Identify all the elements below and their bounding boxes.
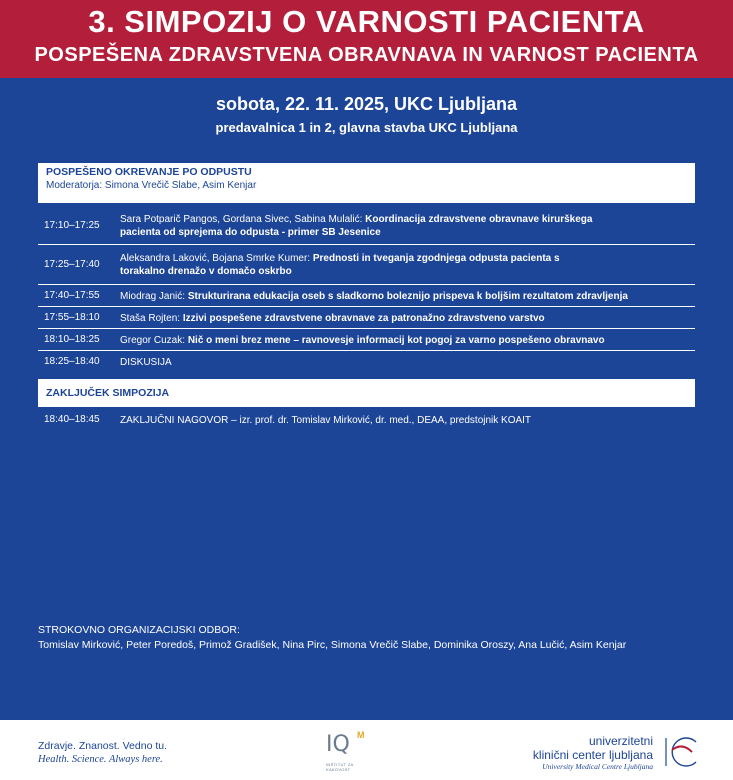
row-topic: Prednosti in tveganja zgodnjega odpusta pacienta s torakalno drenažo v domačo oskrbo [120,253,560,277]
program-panel [0,78,733,720]
section-header-recovery [38,163,695,203]
row-time: 17:40–17:55 [44,290,100,301]
program-row [38,411,695,432]
section-header-closing [38,379,695,407]
section-title: POSPEŠENO OKREVANJE PO ODPUSTU [46,166,252,178]
section-moderators: Moderatorja: Simona Vrečič Slabe, Asim Kenjar [46,180,257,191]
row-speakers: Staša Rojten: [120,313,183,324]
section-title: ZAKLJUČEK SIMPOZIJA [46,387,170,399]
organizing-committee [38,623,626,653]
row-topic: Izzivi pospešene zdravstvene obravnave za patronažno zdravstveno varstvo [182,313,545,324]
program-row [38,308,695,329]
row-speakers: Miodrag Janić: [120,291,188,302]
row-time: 17:10–17:25 [44,220,100,231]
row-speakers: Sara Potparič Pangos, Gordana Sivec, Sabina Mulalić: [120,214,366,225]
event-date: sobota, 22. 11. 2025, UKC Ljubljana [215,94,518,114]
iq-logo-sup: M [357,730,365,740]
committee-title: STROKOVNO ORGANIZACIJSKI ODBOR: [38,624,240,636]
program-row [38,286,695,307]
row-text [120,312,680,325]
row-text [120,334,680,347]
ukc-line-3: University Medical Centre Ljubljana [542,762,653,771]
iq-logo-subtext: INŠTITUT ZA KAKOVOST [326,762,354,772]
symposium-subtitle: POSPEŠENA ZDRAVSTVENA OBRAVNAVA IN VARNOST PACIENTA [34,44,699,66]
ukc-line-2: klinični center ljubljana [532,748,653,762]
committee-members: Tomislav Mirković, Peter Poredoš, Primož Gradišek, Nina Pirc, Simona Vrečič Slabe, Dominika Oroszy, Ana Lučić, Asim Kenjar [38,639,627,651]
iq-logo-text: IQ [326,732,350,757]
row-topic: Nič o meni brez mene – ravnovesje informacij kot pogoj za varno pospešeno obravnavo [187,335,605,346]
row-topic: Koordinacija zdravstvene obravnave kirurškega pacienta od sprejema do odpusta - primer SB Jesenice [120,214,593,238]
row-time: 18:40–18:45 [44,414,100,425]
row-speakers: Gregor Cuzak: [120,335,188,346]
row-text [120,290,680,303]
row-text [120,414,680,427]
row-text [120,356,600,369]
row-speakers: DISKUSIJA [120,357,172,368]
row-speakers: Aleksandra Laković, Bojana Smrke Kumer: [120,253,313,264]
slogan-english: Health. Science. Always here. [38,754,163,765]
program-row [38,208,695,245]
footer [0,720,733,780]
row-time: 18:10–18:25 [44,334,100,345]
ukc-emblem-icon [662,734,702,770]
row-text [120,252,600,278]
program-row [38,246,695,285]
program-row [38,352,695,373]
event-venue: predavalnica 1 in 2, glavna stavba UKC Ljubljana [215,120,518,135]
iq-logo [326,730,365,772]
ukc-line-1: univerzitetni [588,734,653,748]
row-text [120,213,600,239]
slogan-slovene: Zdravje. Znanost. Vedno tu. [38,740,167,752]
row-time: 17:25–17:40 [44,259,100,270]
row-topic: Strukturirana edukacija oseb s sladkorno boleznijo prispeva k boljšim rezultatom zdravljenja [187,291,628,302]
row-time: 18:25–18:40 [44,356,100,367]
row-time: 17:55–18:10 [44,312,100,323]
header-banner [0,0,733,78]
ukc-wordmark [533,734,653,771]
row-speakers: ZAKLJUČNI NAGOVOR – izr. prof. dr. Tomislav Mirković, dr. med., DEAA, predstojnik KOAIT [120,415,532,426]
program-row [38,330,695,351]
symposium-title: 3. SIMPOZIJ O VARNOSTI PACIENTA [88,4,645,39]
